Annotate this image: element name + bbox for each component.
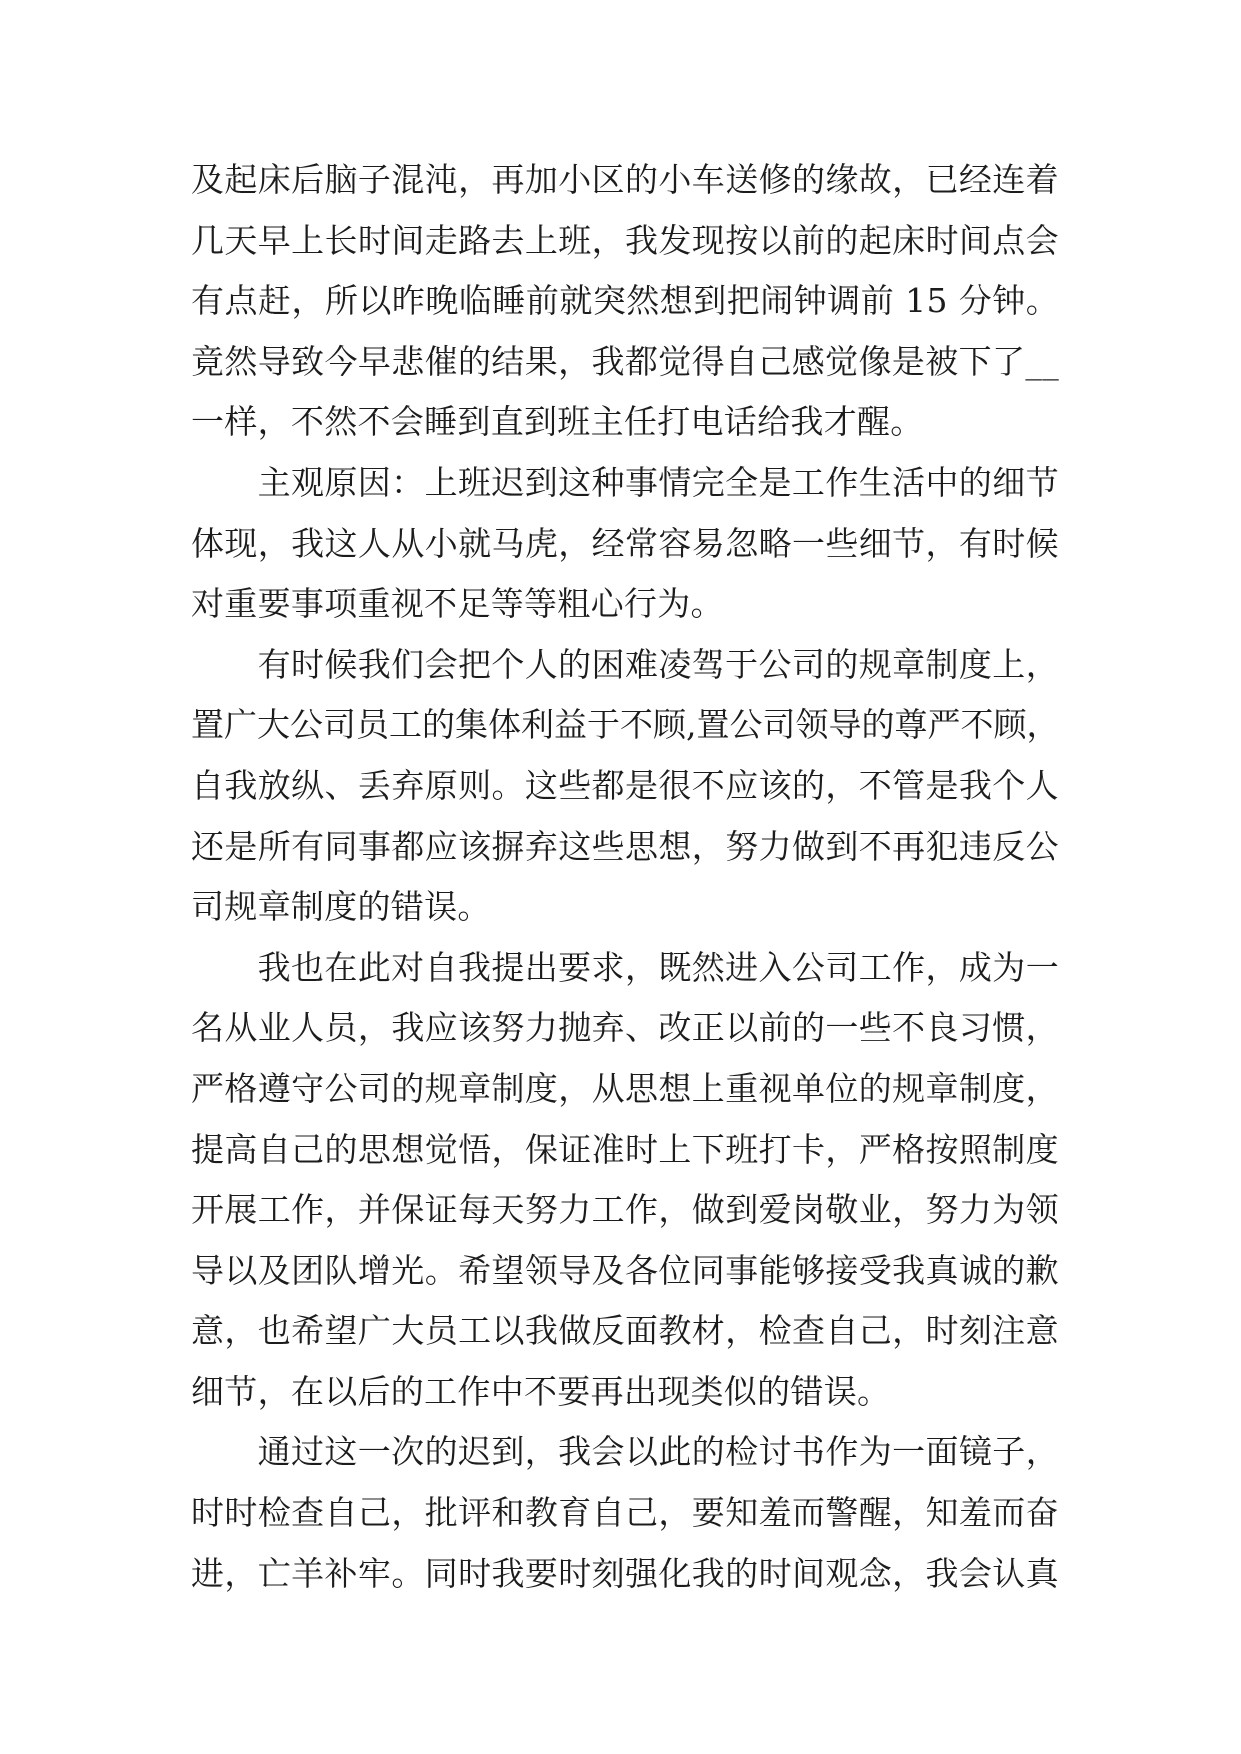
text-line: 对重要事项重视不足等等粗心行为。	[191, 584, 724, 624]
paragraph-3	[191, 635, 1059, 938]
text-line: 主观原因：上班迟到这种事情完全是工作生活中的细节	[257, 462, 1059, 502]
text-line: 有点赶，所以昨晚临睡前就突然想到把闹钟调前 15 分钟。	[191, 281, 1059, 321]
paragraph-2	[191, 453, 1059, 635]
text-line: 及起床后脑子混沌，再加小区的小车送修的缘故，已经连着	[191, 160, 1059, 199]
text-line: 提高自己的思想觉悟，保证准时上下班打卡，严格按照制度	[191, 1129, 1059, 1169]
text-line: 名从业人员，我应该努力抛弃、改正以前的一些不良习惯，	[191, 1008, 1059, 1048]
text-line: 自我放纵、丢弃原则。这些都是很不应该的，不管是我个人	[191, 765, 1059, 805]
text-line: 通过这一次的迟到，我会以此的检讨书作为一面镜子，	[257, 1432, 1059, 1472]
paragraph-5	[191, 1422, 1059, 1604]
text-line: 严格遵守公司的规章制度，从思想上重视单位的规章制度，	[191, 1068, 1059, 1108]
text-line: 司规章制度的错误。	[191, 887, 491, 927]
text-line: 还是所有同事都应该摒弃这些思想，努力做到不再犯违反公	[191, 826, 1059, 866]
text-line: 我也在此对自我提出要求，既然进入公司工作，成为一	[257, 947, 1059, 987]
text-line: 意，也希望广大员工以我做反面教材，检查自己，时刻注意	[191, 1311, 1059, 1351]
text-line: 竟然导致今早悲催的结果，我都觉得自己感觉像是被下了__	[191, 341, 1059, 381]
text-line: 置广大公司员工的集体利益于不顾,置公司领导的尊严不顾，	[191, 705, 1060, 745]
text-line: 体现，我这人从小就马虎，经常容易忽略一些细节，有时候	[191, 523, 1059, 563]
text-line: 导以及团队增光。希望领导及各位同事能够接受我真诚的歉	[191, 1250, 1059, 1290]
text-line: 一样，不然不会睡到直到班主任打电话给我才醒。	[191, 402, 924, 442]
text-line: 进，亡羊补牢。同时我要时刻强化我的时间观念，我会认真	[191, 1553, 1059, 1593]
text-line: 时时检查自己，批评和教育自己，要知羞而警醒，知羞而奋	[191, 1493, 1059, 1533]
paragraph-1	[191, 150, 1059, 453]
text-line: 有时候我们会把个人的困难凌驾于公司的规章制度上，	[257, 644, 1059, 684]
paragraph-4	[191, 938, 1059, 1423]
document-body	[191, 150, 1059, 1604]
text-line: 开展工作，并保证每天努力工作，做到爱岗敬业，努力为领	[191, 1190, 1059, 1230]
text-line: 几天早上长时间走路去上班，我发现按以前的起床时间点会	[191, 220, 1059, 260]
text-line: 细节，在以后的工作中不要再出现类似的错误。	[191, 1371, 891, 1411]
